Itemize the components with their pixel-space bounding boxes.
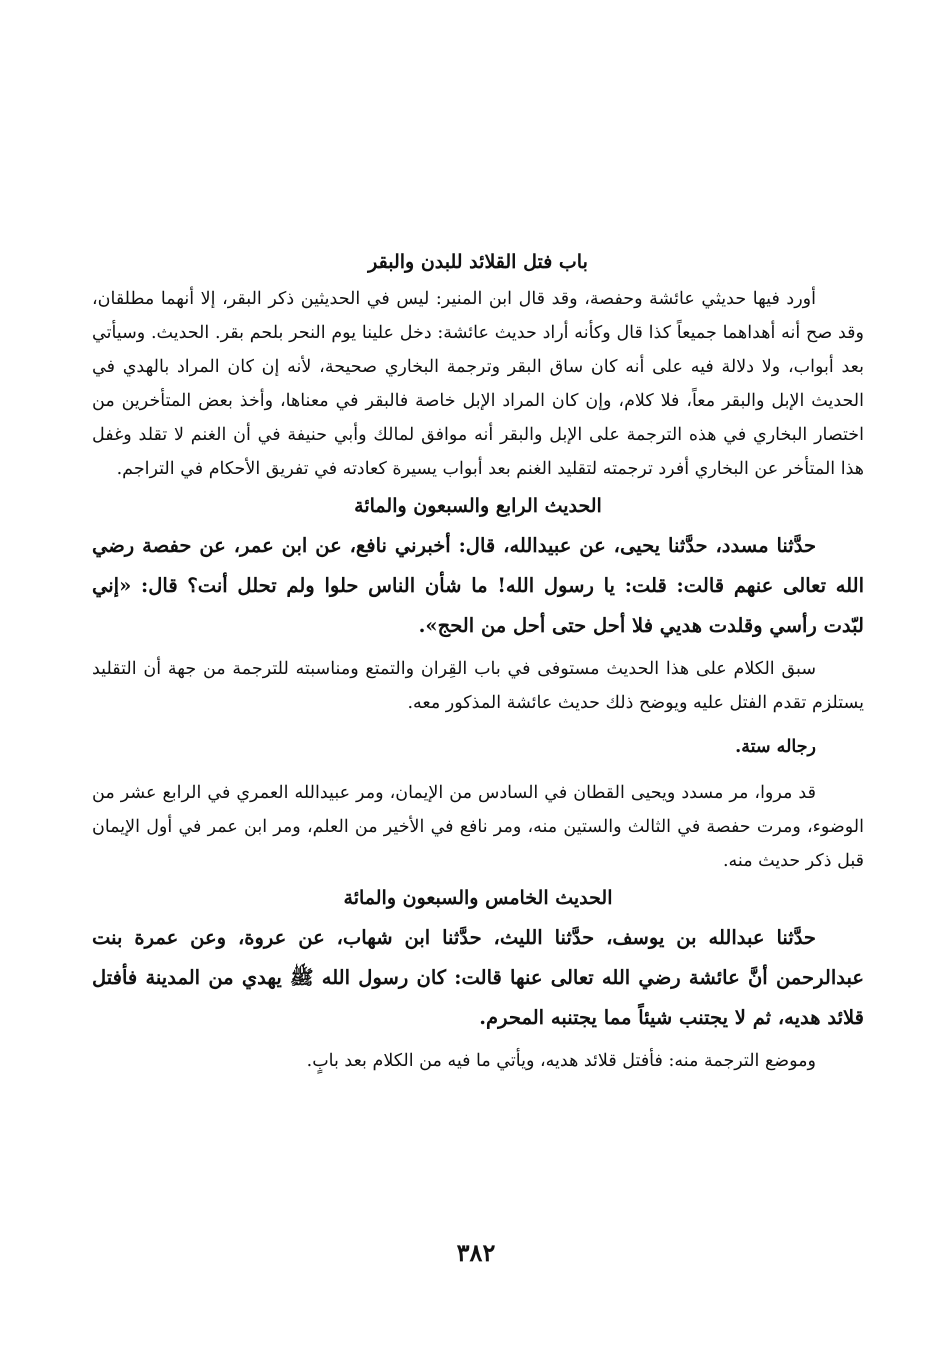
hadith-174-commentary: سبق الكلام على هذا الحديث مستوفى في باب القِران والتمتع ومناسبته للترجمة من جهة أن التقليد يستلزم تقدم الفتل عليه ويوضح ذلك حديث عائشة المذكور معه.: [92, 659, 864, 713]
narrators-heading: رجاله ستة.: [735, 737, 816, 757]
hadith-174-heading: الحديث الرابع والسبعون والمائة: [354, 495, 602, 517]
chapter-title: باب فتل القلائد للبدن والبقر: [368, 251, 588, 273]
narrators-paragraph: قد مروا، مر مسدد ويحيى القطان في السادس من الإيمان، ومر عبيدالله العمري في الرابع عشر من الوضوء، ومرت حفصة في الثالث والستين منه، ومر نافع في الأخير من العلم، ومر ابن عمر في أول الإيمان قبل ذكر حديث منه.: [92, 783, 864, 871]
intro-paragraph: أورد فيها حديثي عائشة وحفصة، وقد قال ابن المنير: ليس في الحديثين ذكر البقر، إلا أنهما مطلقان، وقد صح أنه أهداهما جميعاً كذا قال وكأنه أراد حديث عائشة: دخل علينا يوم النحر بلحم بقر. الحديث. وسيأتي بعد أبواب، ولا دلالة فيه على أنه كان ساق البقر وترجمة البخاري صحيحة، لأنه إن كان المراد بالهدي في الحديث الإبل والبقر معاً، فلا كلام، وإن كان المراد الإبل خاصة فالبقر في معناها، وأخذ بعض المتأخرين من اختصار البخاري في هذه الترجمة على الإبل والبقر أنه موافق لمالك وأبي حنيفة في أن الغنم لا تقلد وغفل هذا المتأخر عن البخاري أفرد ترجمته لتقليد الغنم بعد أبواب يسيرة كعادته في تفريق الأحكام في التراجم.: [92, 289, 864, 479]
hadith-175-commentary: وموضع الترجمة منه: فأفتل قلائد هديه، ويأتي ما فيه من الكلام بعد بابٍ.: [306, 1051, 816, 1071]
hadith-175-heading: الحديث الخامس والسبعون والمائة: [343, 887, 613, 909]
page-body: [92, 238, 864, 1078]
hadith-174-text: حدَّثنا مسدد، حدَّثنا يحيى، عن عبيدالله، قال: أخبرني نافع، عن ابن عمر، عن حفصة رضي الله تعالى عنهم قالت: قلت: يا رسول الله! ما شأن الناس حلوا ولم تحلل أنت؟ قال: «إني لبّدت رأسي وقلدت هديي فلا أحل حتى أحل من الحج».: [92, 534, 864, 637]
page-number: ٣٨٢: [456, 1238, 496, 1267]
hadith-175-text: حدَّثنا عبدالله بن يوسف، حدَّثنا الليث، حدَّثنا ابن شهاب، عن عروة، وعن عمرة بنت عبدالرحمن أنَّ عائشة رضي الله تعالى عنها قالت: كان رسول الله ﷺ يهدي من المدينة فأفتل قلائد هديه، ثم لا يجتنب شيئاً مما يجتنبه المحرم.: [92, 926, 864, 1029]
